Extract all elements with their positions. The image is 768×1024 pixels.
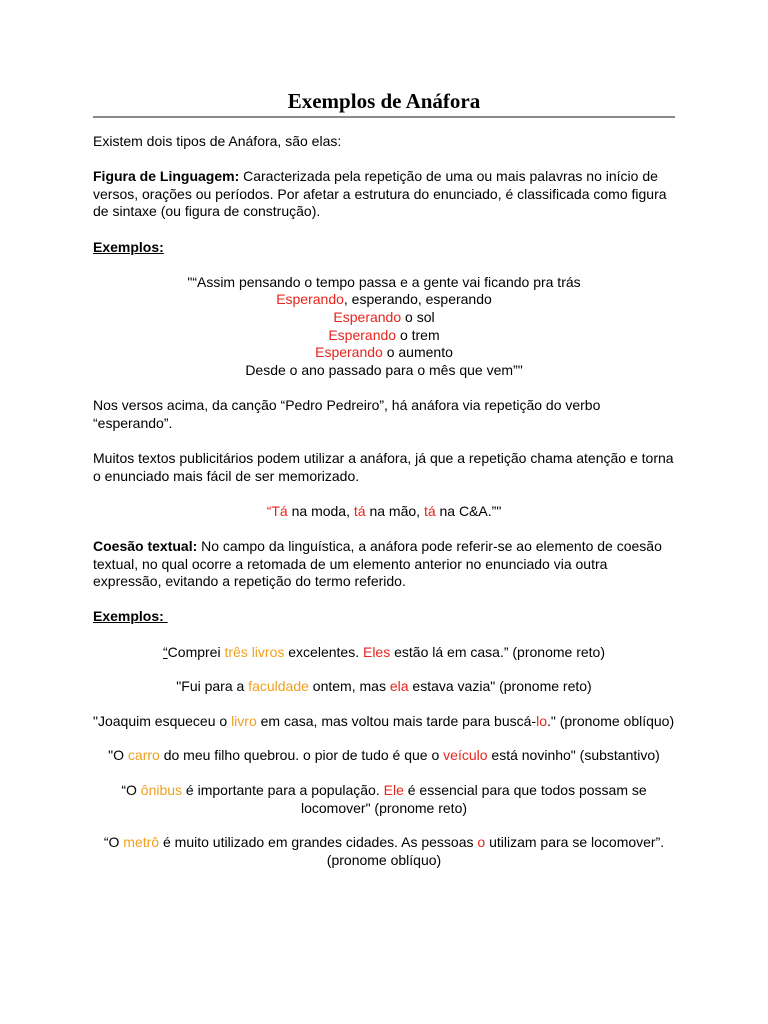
verse-2-highlight: Esperando [276, 291, 344, 308]
example-2-anaphor: ela [389, 678, 409, 695]
song-comment: Nos versos acima, da canção “Pedro Pedreiro”, há anáfora via repetição do verbo “esperando”. [93, 397, 601, 431]
figura-paragraph [93, 168, 675, 221]
verse-line-2 [93, 291, 675, 309]
figura-term: Figura de Linguagem: [93, 168, 240, 185]
example-3-referent: livro [231, 712, 257, 729]
slogan-text-1: na moda, [287, 502, 354, 519]
example-6-text-3: utilizam para se locomover”. (pronome oblíquo) [326, 834, 665, 868]
example-3-text-3: ." (pronome oblíquo) [546, 712, 675, 729]
example-2-text-1: "Fui para a [176, 678, 249, 695]
verse-2-rest: , esperando, esperando [343, 291, 492, 308]
example-4 [93, 747, 675, 765]
slogan-word-2: tá [353, 502, 366, 519]
example-1-quote: “ [163, 643, 168, 660]
example-5 [93, 782, 675, 817]
verse-3-highlight: Esperando [333, 308, 402, 325]
example-5-text-1: “O [121, 782, 141, 798]
example-2-text-2: ontem, mas [308, 678, 390, 695]
verse-line-3 [93, 309, 675, 327]
example-1-referent: três livros [224, 643, 285, 660]
verse-5-highlight: Esperando [315, 344, 383, 361]
example-5-text-2: é importante para a população. [182, 782, 384, 798]
example-1-text-1: Comprei [167, 643, 225, 660]
example-6-text-2: é muito utilizado em grandes cidades. As pessoas [159, 834, 478, 851]
example-6-referent: metrô [123, 834, 160, 851]
slogan-line [93, 503, 675, 521]
verse-4-rest: o trem [396, 326, 440, 343]
example-6-text-1: “O [103, 834, 124, 851]
example-4-anaphor: veículo [443, 747, 488, 764]
examples-heading-2 [93, 608, 675, 626]
example-1-text-2: excelentes. [284, 643, 363, 660]
example-4-referent: carro [127, 747, 160, 764]
example-5-text-3: é essencial para que todos possam se locomover" (pronome reto) [300, 782, 647, 816]
example-2-text-3: estava vazia" (pronome reto) [408, 678, 592, 695]
slogan-word-1: Tá [271, 502, 288, 519]
document-title: Exemplos de Anáfora [287, 89, 481, 113]
coesao-definition: No campo da linguística, a anáfora pode referir-se ao elemento de coesão textual, no qual ocorre a retomada de um elemento anterior no enunciado via outra expressão, evitando a repetição do termo referido. [93, 538, 662, 590]
example-6 [93, 834, 675, 869]
example-3-text-2: em casa, mas voltou mais tarde para buscá- [256, 712, 537, 729]
example-2-referent: faculdade [248, 678, 309, 695]
slogan-word-3: tá [423, 502, 436, 519]
slogan-text-3: na C&A.”" [435, 502, 502, 519]
example-3-anaphor: lo [536, 712, 547, 729]
example-4-text-3: está novinho" (substantivo) [487, 747, 660, 764]
verse-5-rest: o aumento [382, 344, 453, 361]
example-5-referent: ônibus [140, 782, 183, 798]
verse-line-4 [93, 327, 675, 345]
example-2 [93, 678, 675, 696]
verse-line-6: Desde o ano passado para o mês que vem”" [245, 361, 523, 378]
slogan-open-quote: “ [266, 502, 272, 519]
intro-paragraph: Existem dois tipos de Anáfora, são elas: [93, 133, 342, 149]
example-4-text-1: "O [108, 747, 128, 764]
advert-comment: Muitos textos publicitários podem utilizar a anáfora, já que a repetição chama atenção e torna o enunciado mais fácil de ser memorizado. [93, 450, 674, 484]
verse-3-rest: o sol [401, 308, 435, 325]
example-3 [93, 713, 675, 731]
document-page [93, 88, 675, 886]
example-6-anaphor: o [477, 834, 486, 851]
examples-heading-1-text: Exemplos: [93, 238, 164, 255]
song-verses [93, 274, 675, 380]
example-4-text-2: do meu filho quebrou. o pior de tudo é que o [159, 747, 444, 764]
example-1 [93, 644, 675, 662]
example-3-text-1: "Joaquim esqueceu o [93, 712, 232, 729]
example-5-anaphor: Ele [383, 782, 404, 798]
verse-line-1: "“Assim pensando o tempo passa e a gente vai ficando pra trás [187, 273, 581, 290]
verse-4-highlight: Esperando [328, 326, 397, 343]
coesao-term: Coesão textual: [93, 538, 198, 555]
verse-line-5 [93, 344, 675, 362]
examples-heading-2-text: Exemplos: [93, 608, 168, 625]
example-1-text-3: estão lá em casa.” (pronome reto) [390, 643, 605, 660]
example-1-anaphor: Eles [362, 643, 391, 660]
examples-heading-1 [93, 239, 675, 257]
figura-definition: Caracterizada pela repetição de uma ou mais palavras no início de versos, orações ou períodos. Por afetar a estrutura do enunciado, é classificada como figura de sintaxe (ou figura de construção). [93, 168, 667, 220]
coesao-paragraph [93, 538, 675, 591]
title-rule [93, 116, 675, 118]
slogan-text-2: na mão, [365, 502, 424, 519]
